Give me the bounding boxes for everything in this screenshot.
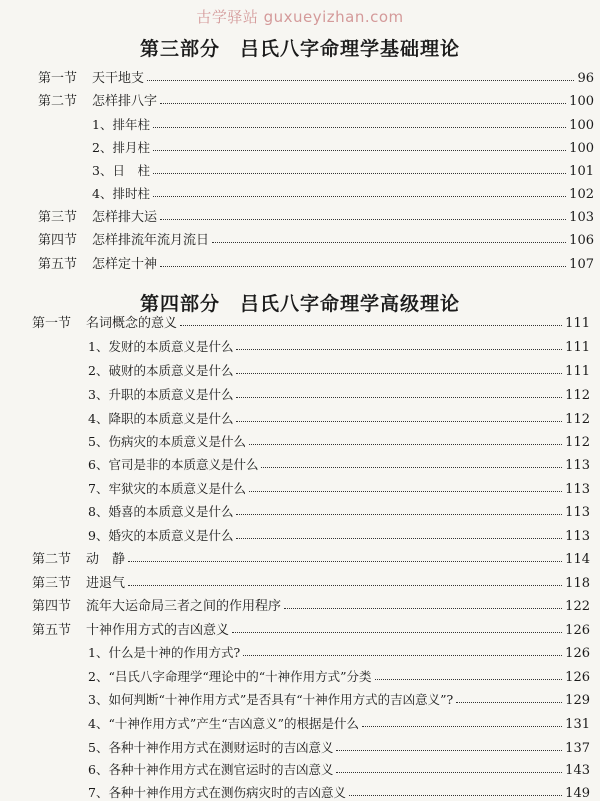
dot-leader bbox=[153, 127, 566, 128]
dot-leader bbox=[232, 632, 562, 633]
page-number: 137 bbox=[565, 741, 590, 756]
page-number: 100 bbox=[569, 141, 594, 156]
subsection-title: 4、降职的本质意义是什么 bbox=[88, 411, 234, 426]
toc-entry bbox=[38, 66, 594, 86]
toc-entry bbox=[32, 547, 590, 567]
dot-leader bbox=[456, 702, 562, 703]
subsection-title: 2、排月柱 bbox=[92, 140, 150, 155]
dot-leader bbox=[236, 514, 562, 515]
dot-leader bbox=[243, 655, 562, 656]
dot-leader bbox=[153, 150, 566, 151]
dot-leader bbox=[236, 397, 562, 398]
section-title: 天干地支 bbox=[92, 71, 145, 86]
page-number: 112 bbox=[565, 435, 590, 450]
page-number: 100 bbox=[569, 94, 594, 109]
subsection-title: 9、婚灾的本质意义是什么 bbox=[88, 528, 234, 543]
page-number: 96 bbox=[577, 71, 594, 86]
page-number: 126 bbox=[565, 623, 590, 638]
page-number: 111 bbox=[565, 364, 590, 379]
section-title: 动 静 bbox=[86, 552, 126, 567]
page-number: 113 bbox=[565, 505, 590, 520]
page-number: 126 bbox=[565, 646, 590, 661]
page-number: 118 bbox=[565, 576, 590, 591]
section-title: 怎样定十神 bbox=[92, 257, 158, 272]
toc-entry bbox=[88, 453, 590, 473]
toc-entry bbox=[88, 430, 590, 450]
section-number: 第四节 bbox=[38, 233, 78, 248]
dot-leader bbox=[128, 561, 562, 562]
toc-entry bbox=[88, 383, 590, 403]
toc-entry bbox=[88, 736, 590, 756]
toc-entry bbox=[38, 228, 594, 248]
dot-leader bbox=[236, 421, 562, 422]
toc-entry bbox=[88, 335, 590, 355]
page-number: 100 bbox=[569, 118, 594, 133]
section-number: 第二节 bbox=[32, 552, 72, 567]
toc-entry bbox=[88, 500, 590, 520]
dot-leader bbox=[336, 750, 562, 751]
toc-entry bbox=[88, 712, 590, 732]
page-number: 102 bbox=[569, 187, 594, 202]
dot-leader bbox=[236, 349, 562, 350]
subsection-title: 7、牢狱灾的本质意义是什么 bbox=[88, 481, 246, 496]
page-number: 129 bbox=[565, 693, 590, 708]
subsection-title: 2、“吕氏八字命理学“理论中的“十神作用方式”分类 bbox=[88, 669, 372, 684]
section-title: 怎样排八字 bbox=[92, 94, 158, 109]
section-number: 第五节 bbox=[38, 257, 78, 272]
dot-leader bbox=[180, 325, 562, 326]
subsection-title: 1、发财的本质意义是什么 bbox=[88, 339, 234, 354]
subsection-title: 4、“十神作用方式”产生“吉凶意义”的根据是什么 bbox=[88, 716, 360, 731]
section-title: 怎样排流年流月流日 bbox=[92, 233, 210, 248]
dot-leader bbox=[160, 266, 566, 267]
dot-leader bbox=[336, 772, 562, 773]
subsection-title: 8、婚喜的本质意义是什么 bbox=[88, 504, 234, 519]
dot-leader bbox=[160, 219, 566, 220]
subsection-title: 3、日 柱 bbox=[92, 163, 150, 178]
subsection-title: 7、各种十神作用方式在测伤病灾时的吉凶意义 bbox=[88, 785, 346, 800]
page-number: 101 bbox=[569, 164, 594, 179]
dot-leader bbox=[249, 491, 562, 492]
part4-title: 第四部分 吕氏八字命理学高级理论 bbox=[139, 293, 460, 315]
toc-entry bbox=[88, 524, 590, 544]
dot-leader bbox=[249, 444, 562, 445]
toc-entry bbox=[92, 182, 594, 202]
dot-leader bbox=[128, 585, 562, 586]
page-number: 106 bbox=[569, 233, 594, 248]
toc-entry bbox=[32, 618, 590, 638]
part3-title: 第三部分 吕氏八字命理学基础理论 bbox=[139, 38, 460, 60]
toc-entry bbox=[88, 477, 590, 497]
page-number: 111 bbox=[565, 340, 590, 355]
dot-leader bbox=[160, 103, 566, 104]
section-number: 第三节 bbox=[32, 576, 72, 591]
toc-entry bbox=[38, 89, 594, 109]
page-number: 111 bbox=[565, 316, 590, 331]
section-number: 第四节 bbox=[32, 599, 72, 614]
dot-leader bbox=[153, 173, 566, 174]
subsection-title: 5、伤病灾的本质意义是什么 bbox=[88, 434, 246, 449]
section-title: 十神作用方式的吉凶意义 bbox=[86, 623, 230, 638]
page-number: 114 bbox=[565, 552, 590, 567]
section-number: 第三节 bbox=[38, 210, 78, 225]
dot-leader bbox=[147, 80, 574, 81]
subsection-title: 3、如何判断“十神作用方式”是否具有“十神作用方式的吉凶意义”? bbox=[88, 692, 454, 707]
toc-entry bbox=[88, 359, 590, 379]
subsection-title: 1、排年柱 bbox=[92, 117, 150, 132]
subsection-title: 3、升职的本质意义是什么 bbox=[88, 387, 234, 402]
page-number: 103 bbox=[569, 210, 594, 225]
toc-entry bbox=[88, 641, 590, 661]
toc-entry bbox=[32, 594, 590, 614]
page-number: 112 bbox=[565, 412, 590, 427]
watermark-text: 古学驿站 guxueyizhan.com bbox=[196, 8, 404, 26]
toc-entry bbox=[88, 665, 590, 685]
dot-leader bbox=[362, 726, 562, 727]
subsection-title: 1、什么是十神的作用方式? bbox=[88, 645, 241, 660]
toc-entry bbox=[88, 781, 590, 801]
toc-entry bbox=[38, 205, 594, 225]
dot-leader bbox=[349, 795, 562, 796]
toc-entry bbox=[88, 688, 590, 708]
section-title: 名词概念的意义 bbox=[86, 316, 178, 331]
subsection-title: 6、各种十神作用方式在测官运时的吉凶意义 bbox=[88, 762, 334, 777]
section-number: 第五节 bbox=[32, 623, 72, 638]
subsection-title: 4、排时柱 bbox=[92, 186, 150, 201]
toc-entry bbox=[88, 407, 590, 427]
subsection-title: 5、各种十神作用方式在测财运时的吉凶意义 bbox=[88, 740, 334, 755]
toc-entry bbox=[32, 311, 590, 331]
section-number: 第一节 bbox=[38, 71, 78, 86]
toc-entry bbox=[38, 252, 594, 272]
dot-leader bbox=[236, 373, 562, 374]
section-number: 第二节 bbox=[38, 94, 78, 109]
toc-entry bbox=[32, 571, 590, 591]
toc-entry bbox=[92, 113, 594, 133]
toc-entry bbox=[92, 136, 594, 156]
dot-leader bbox=[236, 538, 562, 539]
page-number: 113 bbox=[565, 482, 590, 497]
page-number: 126 bbox=[565, 670, 590, 685]
toc-entry bbox=[92, 159, 594, 179]
section-number: 第一节 bbox=[32, 316, 72, 331]
dot-leader bbox=[284, 608, 562, 609]
dot-leader bbox=[375, 679, 563, 680]
page-number: 131 bbox=[565, 717, 590, 732]
page-number: 112 bbox=[565, 388, 590, 403]
page-number: 122 bbox=[565, 599, 590, 614]
subsection-title: 6、官司是非的本质意义是什么 bbox=[88, 457, 259, 472]
section-title: 流年大运命局三者之间的作用程序 bbox=[86, 599, 282, 614]
dot-leader bbox=[153, 196, 566, 197]
page-number: 113 bbox=[565, 529, 590, 544]
page-number: 149 bbox=[565, 786, 590, 801]
dot-leader bbox=[212, 242, 566, 243]
section-title: 进退气 bbox=[86, 576, 126, 591]
subsection-title: 2、破财的本质意义是什么 bbox=[88, 363, 234, 378]
dot-leader bbox=[261, 467, 562, 468]
page-number: 143 bbox=[565, 763, 590, 778]
toc-entry bbox=[88, 758, 590, 778]
page-number: 113 bbox=[565, 458, 590, 473]
page-number: 107 bbox=[569, 257, 594, 272]
section-title: 怎样排大运 bbox=[92, 210, 158, 225]
